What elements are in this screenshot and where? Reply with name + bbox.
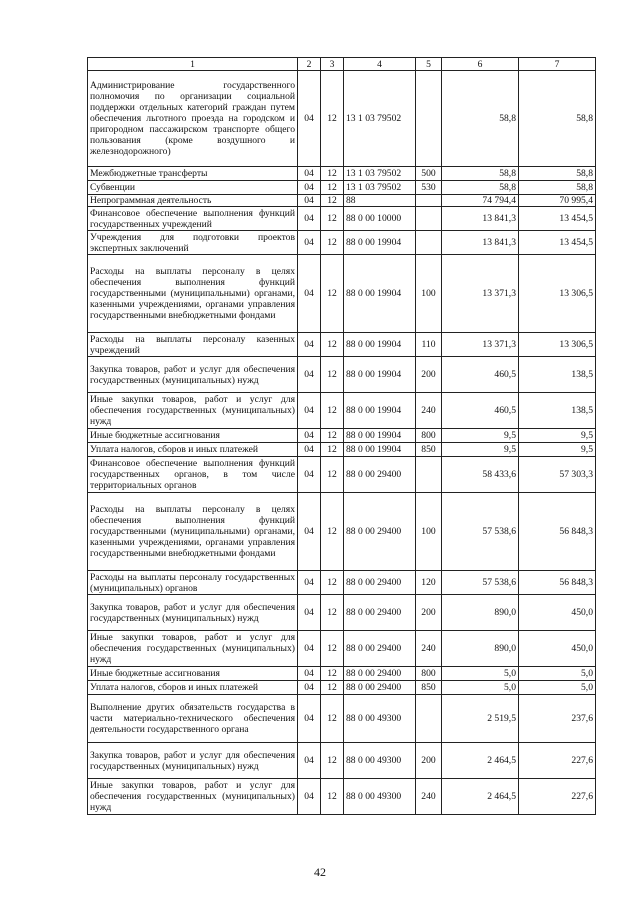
cell-target-article: 88 0 00 29400 bbox=[344, 493, 416, 571]
cell-expense-type bbox=[416, 207, 442, 231]
table-row bbox=[88, 443, 596, 457]
table-row bbox=[88, 493, 596, 571]
cell-target-article: 13 1 03 79502 bbox=[344, 71, 416, 167]
cell-target-article: 13 1 03 79502 bbox=[344, 167, 416, 181]
cell-amount-2: 70 995,4 bbox=[519, 195, 596, 207]
cell-expense-type: 500 bbox=[416, 167, 442, 181]
cell-amount-1: 460,5 bbox=[442, 393, 519, 429]
cell-subsection: 12 bbox=[321, 667, 344, 681]
header-col-5: 5 bbox=[416, 58, 442, 71]
table-row bbox=[88, 255, 596, 333]
cell-name: Уплата налогов, сборов и иных платежей bbox=[88, 681, 298, 695]
cell-subsection: 12 bbox=[321, 681, 344, 695]
table-row bbox=[88, 167, 596, 181]
cell-amount-2: 450,0 bbox=[519, 595, 596, 631]
cell-subsection: 12 bbox=[321, 571, 344, 595]
cell-expense-type bbox=[416, 695, 442, 743]
cell-target-article: 88 0 00 29400 bbox=[344, 571, 416, 595]
table-row bbox=[88, 71, 596, 167]
cell-subsection: 12 bbox=[321, 71, 344, 167]
cell-subsection: 12 bbox=[321, 779, 344, 815]
cell-expense-type: 530 bbox=[416, 181, 442, 195]
cell-amount-2: 138,5 bbox=[519, 357, 596, 393]
cell-amount-1: 58 433,6 bbox=[442, 457, 519, 493]
cell-name: Уплата налогов, сборов и иных платежей bbox=[88, 443, 298, 457]
cell-amount-1: 9,5 bbox=[442, 429, 519, 443]
cell-expense-type: 200 bbox=[416, 357, 442, 393]
cell-section: 04 bbox=[298, 393, 321, 429]
cell-subsection: 12 bbox=[321, 255, 344, 333]
cell-section: 04 bbox=[298, 195, 321, 207]
cell-expense-type: 200 bbox=[416, 595, 442, 631]
table-row bbox=[88, 571, 596, 595]
budget-table bbox=[87, 57, 596, 815]
cell-subsection: 12 bbox=[321, 357, 344, 393]
cell-name: Иные закупки товаров, работ и услуг для обеспечения государственных (муниципальных) нужд bbox=[88, 631, 298, 667]
cell-subsection: 12 bbox=[321, 393, 344, 429]
cell-section: 04 bbox=[298, 167, 321, 181]
cell-amount-1: 890,0 bbox=[442, 631, 519, 667]
cell-amount-1: 58,8 bbox=[442, 71, 519, 167]
cell-section: 04 bbox=[298, 255, 321, 333]
cell-name: Иные закупки товаров, работ и услуг для обеспечения государственных (муниципальных) нужд bbox=[88, 779, 298, 815]
header-col-3: 3 bbox=[321, 58, 344, 71]
cell-section: 04 bbox=[298, 681, 321, 695]
cell-amount-1: 2 519,5 bbox=[442, 695, 519, 743]
cell-expense-type: 200 bbox=[416, 743, 442, 779]
cell-name: Финансовое обеспечение выполнения функций государственных органов, в том числе территориальных органов bbox=[88, 457, 298, 493]
table-row bbox=[88, 357, 596, 393]
cell-target-article: 88 0 00 49300 bbox=[344, 779, 416, 815]
cell-target-article: 88 bbox=[344, 195, 416, 207]
cell-amount-1: 460,5 bbox=[442, 357, 519, 393]
table-body bbox=[88, 71, 596, 815]
cell-target-article: 13 1 03 79502 bbox=[344, 181, 416, 195]
table-header-row bbox=[88, 58, 596, 71]
cell-target-article: 88 0 00 29400 bbox=[344, 681, 416, 695]
table-row bbox=[88, 779, 596, 815]
cell-name: Иные бюджетные ассигнования bbox=[88, 667, 298, 681]
table-row bbox=[88, 231, 596, 255]
cell-amount-2: 237,6 bbox=[519, 695, 596, 743]
header-col-6: 6 bbox=[442, 58, 519, 71]
cell-amount-2: 13 306,5 bbox=[519, 333, 596, 357]
cell-section: 04 bbox=[298, 779, 321, 815]
cell-expense-type: 240 bbox=[416, 631, 442, 667]
cell-section: 04 bbox=[298, 231, 321, 255]
cell-amount-2: 227,6 bbox=[519, 779, 596, 815]
cell-subsection: 12 bbox=[321, 167, 344, 181]
cell-section: 04 bbox=[298, 207, 321, 231]
cell-section: 04 bbox=[298, 429, 321, 443]
cell-amount-1: 2 464,5 bbox=[442, 779, 519, 815]
cell-amount-2: 58,8 bbox=[519, 71, 596, 167]
cell-target-article: 88 0 00 10000 bbox=[344, 207, 416, 231]
cell-subsection: 12 bbox=[321, 207, 344, 231]
table-row bbox=[88, 333, 596, 357]
cell-name: Иные закупки товаров, работ и услуг для обеспечения государственных (муниципальных) нужд bbox=[88, 393, 298, 429]
cell-section: 04 bbox=[298, 695, 321, 743]
cell-name: Расходы на выплаты персоналу в целях обеспечения выполнения функций государственными (муниципальными) органами, казенными учреждениями, органами управления государственными внебюджетными фондами bbox=[88, 255, 298, 333]
cell-expense-type: 100 bbox=[416, 255, 442, 333]
table-row bbox=[88, 457, 596, 493]
cell-amount-1: 13 841,3 bbox=[442, 231, 519, 255]
cell-target-article: 88 0 00 49300 bbox=[344, 743, 416, 779]
cell-amount-1: 57 538,6 bbox=[442, 571, 519, 595]
table-row bbox=[88, 429, 596, 443]
cell-amount-1: 58,8 bbox=[442, 181, 519, 195]
cell-section: 04 bbox=[298, 493, 321, 571]
table-row bbox=[88, 695, 596, 743]
cell-amount-2: 56 848,3 bbox=[519, 571, 596, 595]
cell-subsection: 12 bbox=[321, 631, 344, 667]
cell-expense-type: 100 bbox=[416, 493, 442, 571]
cell-target-article: 88 0 00 19904 bbox=[344, 393, 416, 429]
cell-section: 04 bbox=[298, 181, 321, 195]
cell-subsection: 12 bbox=[321, 695, 344, 743]
cell-name: Субвенции bbox=[88, 181, 298, 195]
table-row bbox=[88, 595, 596, 631]
cell-target-article: 88 0 00 19904 bbox=[344, 443, 416, 457]
cell-section: 04 bbox=[298, 571, 321, 595]
cell-target-article: 88 0 00 29400 bbox=[344, 595, 416, 631]
cell-amount-1: 5,0 bbox=[442, 681, 519, 695]
table-row bbox=[88, 181, 596, 195]
cell-amount-1: 5,0 bbox=[442, 667, 519, 681]
cell-amount-2: 13 306,5 bbox=[519, 255, 596, 333]
cell-section: 04 bbox=[298, 631, 321, 667]
cell-target-article: 88 0 00 19904 bbox=[344, 255, 416, 333]
cell-expense-type: 110 bbox=[416, 333, 442, 357]
cell-subsection: 12 bbox=[321, 231, 344, 255]
cell-subsection: 12 bbox=[321, 493, 344, 571]
cell-expense-type: 850 bbox=[416, 443, 442, 457]
cell-expense-type: 800 bbox=[416, 667, 442, 681]
cell-name: Иные бюджетные ассигнования bbox=[88, 429, 298, 443]
cell-expense-type: 240 bbox=[416, 779, 442, 815]
page-number: 42 bbox=[314, 865, 326, 879]
cell-section: 04 bbox=[298, 443, 321, 457]
cell-expense-type bbox=[416, 71, 442, 167]
cell-target-article: 88 0 00 19904 bbox=[344, 357, 416, 393]
cell-subsection: 12 bbox=[321, 443, 344, 457]
table-row bbox=[88, 631, 596, 667]
cell-expense-type: 240 bbox=[416, 393, 442, 429]
table-row bbox=[88, 195, 596, 207]
cell-expense-type bbox=[416, 457, 442, 493]
table-row bbox=[88, 207, 596, 231]
cell-amount-1: 58,8 bbox=[442, 167, 519, 181]
cell-subsection: 12 bbox=[321, 743, 344, 779]
cell-amount-1: 13 371,3 bbox=[442, 255, 519, 333]
cell-amount-1: 13 841,3 bbox=[442, 207, 519, 231]
cell-amount-1: 13 371,3 bbox=[442, 333, 519, 357]
cell-section: 04 bbox=[298, 457, 321, 493]
cell-amount-2: 13 454,5 bbox=[519, 231, 596, 255]
cell-section: 04 bbox=[298, 667, 321, 681]
cell-section: 04 bbox=[298, 71, 321, 167]
cell-amount-2: 13 454,5 bbox=[519, 207, 596, 231]
cell-target-article: 88 0 00 29400 bbox=[344, 631, 416, 667]
cell-amount-1: 890,0 bbox=[442, 595, 519, 631]
cell-amount-2: 9,5 bbox=[519, 443, 596, 457]
cell-amount-2: 58,8 bbox=[519, 181, 596, 195]
cell-name: Администрирование государственного полномочия по организации социальной поддержки отдельных категорий граждан путем обеспечения льготного проезда на городском и пригородном пассажирском транспорте общего пользования (кроме воздушного и железнодорожного) bbox=[88, 71, 298, 167]
cell-subsection: 12 bbox=[321, 195, 344, 207]
table-row bbox=[88, 743, 596, 779]
cell-name: Межбюджетные трансферты bbox=[88, 167, 298, 181]
table-row bbox=[88, 681, 596, 695]
cell-subsection: 12 bbox=[321, 595, 344, 631]
cell-target-article: 88 0 00 49300 bbox=[344, 695, 416, 743]
cell-amount-2: 56 848,3 bbox=[519, 493, 596, 571]
cell-subsection: 12 bbox=[321, 333, 344, 357]
cell-amount-2: 57 303,3 bbox=[519, 457, 596, 493]
cell-name: Непрограммная деятельность bbox=[88, 195, 298, 207]
cell-name: Расходы на выплаты персоналу казенных учреждений bbox=[88, 333, 298, 357]
header-col-4: 4 bbox=[344, 58, 416, 71]
cell-target-article: 88 0 00 19904 bbox=[344, 231, 416, 255]
header-col-1: 1 bbox=[88, 58, 298, 71]
cell-section: 04 bbox=[298, 357, 321, 393]
cell-amount-2: 5,0 bbox=[519, 667, 596, 681]
cell-name: Финансовое обеспечение выполнения функций государственных учреждений bbox=[88, 207, 298, 231]
cell-section: 04 bbox=[298, 743, 321, 779]
cell-name: Расходы на выплаты персоналу государственных (муниципальных) органов bbox=[88, 571, 298, 595]
cell-section: 04 bbox=[298, 333, 321, 357]
cell-section: 04 bbox=[298, 595, 321, 631]
cell-amount-2: 58,8 bbox=[519, 167, 596, 181]
table-row bbox=[88, 667, 596, 681]
cell-amount-1: 9,5 bbox=[442, 443, 519, 457]
header-col-7: 7 bbox=[519, 58, 596, 71]
header-col-2: 2 bbox=[298, 58, 321, 71]
cell-name: Расходы на выплаты персоналу в целях обеспечения выполнения функций государственными (муниципальными) органами, казенными учреждениями, органами управления государственными внебюджетными фондами bbox=[88, 493, 298, 571]
table-row bbox=[88, 393, 596, 429]
cell-subsection: 12 bbox=[321, 457, 344, 493]
cell-target-article: 88 0 00 29400 bbox=[344, 667, 416, 681]
cell-expense-type bbox=[416, 231, 442, 255]
cell-target-article: 88 0 00 29400 bbox=[344, 457, 416, 493]
cell-amount-2: 5,0 bbox=[519, 681, 596, 695]
cell-target-article: 88 0 00 19904 bbox=[344, 333, 416, 357]
cell-amount-2: 450,0 bbox=[519, 631, 596, 667]
cell-name: Выполнение других обязательств государства в части материально-технического обеспечения деятельности государственного органа bbox=[88, 695, 298, 743]
cell-expense-type: 800 bbox=[416, 429, 442, 443]
cell-name: Закупка товаров, работ и услуг для обеспечения государственных (муниципальных) нужд bbox=[88, 743, 298, 779]
cell-name: Учреждения для подготовки проектов экспертных заключений bbox=[88, 231, 298, 255]
cell-amount-2: 9,5 bbox=[519, 429, 596, 443]
cell-target-article: 88 0 00 19904 bbox=[344, 429, 416, 443]
cell-name: Закупка товаров, работ и услуг для обеспечения государственных (муниципальных) нужд bbox=[88, 595, 298, 631]
cell-subsection: 12 bbox=[321, 429, 344, 443]
cell-subsection: 12 bbox=[321, 181, 344, 195]
cell-expense-type: 120 bbox=[416, 571, 442, 595]
cell-name: Закупка товаров, работ и услуг для обеспечения государственных (муниципальных) нужд bbox=[88, 357, 298, 393]
cell-amount-2: 138,5 bbox=[519, 393, 596, 429]
cell-amount-1: 2 464,5 bbox=[442, 743, 519, 779]
cell-amount-1: 74 794,4 bbox=[442, 195, 519, 207]
cell-amount-1: 57 538,6 bbox=[442, 493, 519, 571]
cell-expense-type: 850 bbox=[416, 681, 442, 695]
cell-amount-2: 227,6 bbox=[519, 743, 596, 779]
cell-expense-type bbox=[416, 195, 442, 207]
